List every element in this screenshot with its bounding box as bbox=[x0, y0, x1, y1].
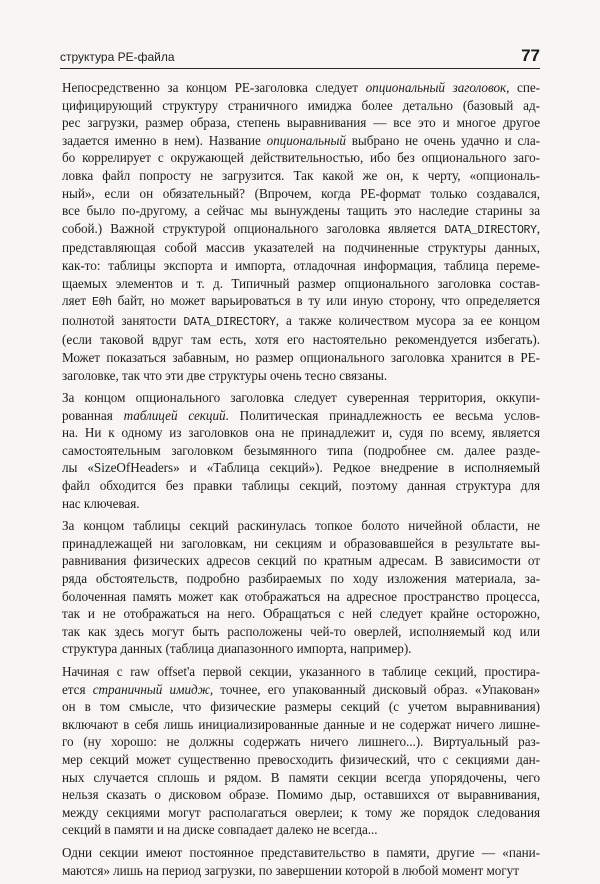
text-run: принадлежащей ни заголовкам, ни секциям и образовавшейся в результате вы- bbox=[62, 535, 540, 551]
text-run: , bbox=[536, 220, 540, 236]
text-run: ловка файл попросту не загрузится. Так какой же он, к черту, «опциональ- bbox=[62, 167, 540, 183]
running-title: структура PE-файла bbox=[60, 50, 175, 64]
text-run: , а также количеством мусора за ее концом bbox=[275, 312, 540, 328]
text-run: секций в памяти и на диске совпадает далеко не всегда... bbox=[62, 822, 378, 838]
text-line bbox=[62, 769, 540, 787]
text-line bbox=[62, 477, 540, 495]
paragraph bbox=[62, 79, 540, 384]
text-run: равнивания физических адресов секций по кратным адресам. В зависимости от bbox=[62, 553, 540, 569]
text-run: цифицирующий структуру страничного имиджа более детально (базовый ад- bbox=[62, 97, 540, 113]
text-line bbox=[62, 495, 540, 513]
text-run: , спе- bbox=[506, 80, 541, 95]
text-run: ряда обстоятельств, подробно разбираемых по ходу изложения материала, за- bbox=[62, 571, 540, 587]
text-run: ных случается сплошь и рядом. В памяти секции всегда упорядочены, чего bbox=[62, 769, 540, 785]
text-line bbox=[62, 220, 540, 240]
text-run: файл обходится без правки таблицы секций, поэтому данная структура для bbox=[62, 478, 540, 494]
text-run: Может показаться забавным, но размер опционального заголовка хранится в PE- bbox=[62, 349, 540, 365]
text-run: полнотой занятости bbox=[62, 312, 184, 328]
page-number: 77 bbox=[521, 46, 540, 65]
text-line bbox=[62, 698, 540, 716]
text-run: Начиная с raw offset'а первой секции, указанного в таблице секций, простира- bbox=[62, 664, 540, 679]
text-line bbox=[62, 349, 540, 367]
code-term: DATA_DIRECTORY bbox=[444, 223, 537, 237]
text-run: ный», если он обязательный? (Впрочем, когда PE-формат только создавался, bbox=[62, 185, 540, 201]
text-line bbox=[62, 79, 540, 97]
text-line bbox=[62, 517, 540, 535]
text-run: За концом таблицы секций раскинулась топкое болото ничейной области, не bbox=[62, 518, 540, 534]
text-line bbox=[62, 97, 540, 115]
text-run: мер секций может существенно превосходить физический, что с секциями дан- bbox=[62, 751, 540, 767]
text-run: как-то: таблицы экспорта и импорта, отладочная информация, таблица переме- bbox=[62, 257, 540, 273]
text-run: структура данных (таблица диапазонного импорта, например). bbox=[62, 641, 412, 657]
running-header bbox=[60, 44, 540, 69]
text-line bbox=[62, 535, 540, 553]
text-run: на. Ни к одному из заголовков она не принадлежит и, судя по всему, является bbox=[62, 425, 540, 441]
text-run: го (ну хорошо: не должны содержать ничего лишнего...). Виртуальный раз- bbox=[62, 734, 540, 750]
text-line bbox=[62, 114, 540, 132]
text-run: задается именно в нем). Название bbox=[62, 132, 267, 148]
text-line bbox=[62, 239, 540, 257]
text-line bbox=[62, 407, 540, 425]
text-line bbox=[62, 552, 540, 570]
text-run: он в том смысле, что физические размеры секций (с учетом выравнивания) bbox=[62, 699, 540, 715]
text-run: все было по-другому, а сейчас мы вынуждены тащить это наследие старины за bbox=[62, 203, 540, 219]
text-run: болоченная память может как отображаться на адресное пространство процесса, bbox=[62, 588, 540, 604]
paragraph bbox=[62, 844, 540, 879]
text-run: , точнее, его упакованный дисковый образ. «Упакован» bbox=[209, 681, 540, 697]
text-run: ется bbox=[62, 681, 93, 697]
text-line bbox=[62, 570, 540, 588]
text-line bbox=[62, 202, 540, 220]
text-run: самостоятельным заголовком безымянного типа (подробнее см. далее разде- bbox=[62, 442, 540, 458]
text-run: Одни секции имеют постоянное представительство в памяти, другие — «пани- bbox=[62, 844, 540, 860]
text-run: щаемых элементов и т. д. Типичный размер опционального заголовка состав- bbox=[62, 275, 540, 291]
text-run: собой.) Важной структурой опционального заголовка является bbox=[62, 220, 445, 236]
text-run: выбрано не очень удачно и сла- bbox=[345, 132, 540, 148]
text-run: лы «SizeOfHeaders» и «Таблица секций»). Редкое внедрение в исполняемый bbox=[62, 460, 540, 476]
text-line bbox=[62, 640, 540, 658]
text-line bbox=[62, 149, 540, 167]
text-run: бо коррелирует с окружающей действительностью, ибо без опционального заго- bbox=[62, 150, 540, 166]
text-line bbox=[62, 605, 540, 623]
text-run: маются» лишь на период загрузки, по завершении которой в любой момент могут bbox=[62, 862, 519, 878]
text-line bbox=[62, 389, 540, 407]
text-line bbox=[62, 786, 540, 804]
text-line bbox=[62, 623, 540, 641]
body-text bbox=[62, 79, 540, 884]
text-line bbox=[62, 275, 540, 293]
text-line bbox=[62, 132, 540, 150]
text-run: включают в себя лишь инициализированные данные и не содержат ничего лишне- bbox=[62, 716, 540, 732]
text-run: байт, но может варьироваться в ту или иную сторону, что определяется bbox=[111, 293, 541, 309]
text-run: рованная bbox=[62, 407, 124, 423]
text-line bbox=[62, 167, 540, 185]
text-run: нас ключевая. bbox=[62, 495, 140, 511]
text-line bbox=[62, 733, 540, 751]
emphasis: опциональный bbox=[266, 132, 346, 148]
text-run: так и не отображаться на него. Обращаться с ней следует крайне осторожно, bbox=[62, 606, 540, 622]
text-run: . Политическая принадлежность ее весьма услов- bbox=[225, 407, 540, 423]
text-line bbox=[62, 459, 540, 477]
text-run: За концом опционального заголовка следует суверенная территория, оккупи- bbox=[62, 390, 540, 406]
text-line bbox=[62, 588, 540, 606]
text-run: заголовке, так что эти две структуры очень тесно связаны. bbox=[62, 367, 388, 383]
text-line bbox=[62, 862, 540, 880]
text-line bbox=[62, 821, 540, 839]
paragraph bbox=[62, 389, 540, 512]
text-run: так как здесь могут быть расположены чей-то оверлей, исполняемый код или bbox=[62, 623, 540, 639]
paragraph bbox=[62, 663, 540, 839]
text-line bbox=[62, 681, 540, 699]
text-run: ляет bbox=[62, 293, 92, 309]
text-line bbox=[62, 716, 540, 734]
text-line bbox=[62, 442, 540, 460]
emphasis: таблицей секций bbox=[123, 407, 226, 423]
text-line bbox=[62, 185, 540, 203]
text-line bbox=[62, 424, 540, 442]
text-line bbox=[62, 751, 540, 769]
text-line bbox=[62, 257, 540, 275]
emphasis: страничный имидж bbox=[92, 681, 210, 697]
text-run: (если таковой вдруг там есть, хотя его настоятельно рекомендуется избегать). bbox=[62, 332, 540, 348]
emphasis: опциональный заголовок bbox=[365, 80, 507, 95]
text-run: представляющая собой массив указателей на подчиненные структуры данных, bbox=[62, 240, 540, 256]
text-line bbox=[62, 663, 540, 681]
code-term: DATA_DIRECTORY bbox=[183, 315, 276, 329]
text-line bbox=[62, 292, 540, 312]
text-line bbox=[62, 844, 540, 862]
text-line bbox=[62, 367, 540, 385]
code-term: E0h bbox=[91, 296, 112, 310]
text-run: между секциями могут располагаться оверлеи; к тому же порядок следования bbox=[62, 804, 540, 820]
text-run: нельзя сказать о дисковом образе. Помимо дыр, оставшихся от выравнивания, bbox=[62, 787, 540, 803]
text-line bbox=[62, 312, 540, 332]
paragraph bbox=[62, 517, 540, 658]
text-run: рес загрузки, размер образа, степень выравнивания — все это и многое другое bbox=[62, 115, 540, 131]
text-run: Непосредственно за концом PE-заголовка следует bbox=[62, 80, 366, 95]
text-line bbox=[62, 331, 540, 349]
text-line bbox=[62, 804, 540, 822]
